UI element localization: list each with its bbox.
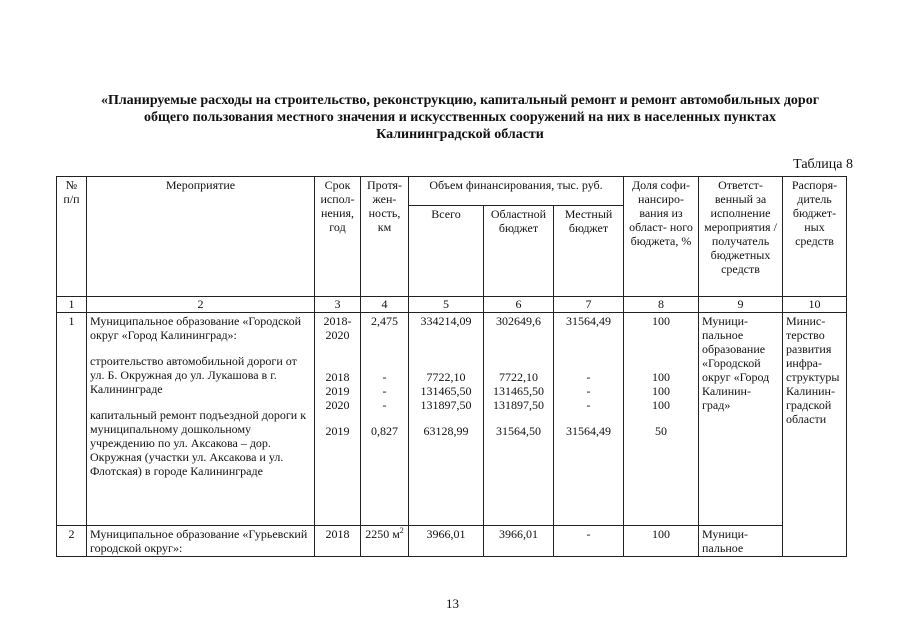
- row1-total-cell: [409, 313, 484, 526]
- row1-responsible: Муници- пальное образование «Городской округ «Город Калинин- град»: [699, 313, 783, 526]
- row1-length-cell: [361, 313, 409, 526]
- title-line-1: «Планируемые расходы на строительство, реконструкцию, капитальный ремонт и ремонт автомобильных дорог: [100, 93, 820, 108]
- page-number: 13: [446, 596, 459, 611]
- row1-share-cell: [624, 313, 699, 526]
- header-responsible: Ответст- венный за исполнение мероприятия / получатель бюджетных средств: [699, 177, 783, 297]
- row1-term-cell: [315, 313, 361, 526]
- row1-length-main: 2,475: [371, 314, 398, 328]
- row1-sub1-total-3: 131897,50: [420, 398, 472, 412]
- row2-responsible: Муници- пальное: [699, 526, 783, 557]
- row1-sub1-event: строительство автомобильной дороги от ул. Б. Окружная до ул. Лукашова в г. Калининграде: [90, 354, 297, 396]
- row1-sub2-regional: 31564,50: [496, 424, 541, 438]
- row1-regional-cell: [484, 313, 554, 526]
- row1-sub1-share-2: 100: [652, 384, 670, 398]
- table-row-1: [57, 313, 847, 526]
- header-num: № п/п: [57, 177, 87, 297]
- row1-sub2-total: 63128,99: [423, 424, 469, 438]
- row1-sub1-share-3: 100: [652, 398, 670, 412]
- header-manager: Распоря- дитель бюджет- ных средств: [783, 177, 847, 297]
- header-event: Мероприятие: [87, 177, 315, 297]
- row1-local-cell: [554, 313, 624, 526]
- col-num-1: 1: [57, 297, 87, 313]
- row1-regional-main: 302649,6: [496, 314, 541, 328]
- row2-regional: 3966,01: [484, 526, 554, 557]
- header-regional: Областной бюджет: [484, 206, 554, 297]
- row1-event-main: Муниципальное образование «Городской округ «Город Калининград»:: [90, 314, 301, 342]
- row1-sub2-length: 0,827: [371, 424, 398, 438]
- row2-term: 2018: [315, 526, 361, 557]
- row1-sub1-total-2: 131465,50: [420, 384, 472, 398]
- row1-sub1-length-1: -: [382, 370, 387, 384]
- row1-sub1-regional-1: 7722,10: [499, 370, 538, 384]
- table-row-2: [57, 526, 847, 557]
- title-line-2: общего пользования местного значения и искусственных сооружений на них в населенных пунктах: [144, 110, 776, 125]
- header-row-1: [57, 177, 847, 206]
- row1-sub2-share: 50: [655, 424, 667, 438]
- row2-share: 100: [624, 526, 699, 557]
- row2-local: -: [554, 526, 624, 557]
- table-label: Таблица 8: [793, 157, 853, 172]
- row1-num: 1: [57, 313, 87, 526]
- header-local: Местный бюджет: [554, 206, 624, 297]
- row2-length-cell: [361, 526, 409, 557]
- document-title: [60, 92, 860, 143]
- row1-sub1-length-2: -: [382, 384, 387, 398]
- row1-local-main: 31564,49: [566, 314, 611, 328]
- row1-sub1-total-1: 7722,10: [426, 370, 466, 384]
- row1-sub1-local-2: -: [586, 384, 591, 398]
- title-line-3: Калининградской области: [376, 127, 544, 142]
- header-total: Всего: [409, 206, 484, 297]
- col-num-8: 8: [624, 297, 699, 313]
- header-financing: Объем финансирования, тыс. руб.: [409, 177, 624, 206]
- row1-sub1-local-3: -: [586, 398, 591, 412]
- row1-sub1-regional-3: 131897,50: [493, 398, 544, 412]
- row1-sub1-regional-2: 131465,50: [493, 384, 544, 398]
- col-num-5: 5: [409, 297, 484, 313]
- col-num-4: 4: [361, 297, 409, 313]
- col-num-9: 9: [699, 297, 783, 313]
- row1-sub1-share-1: 100: [652, 370, 670, 384]
- row1-manager: Минис- терство развития инфра- структуры Калинин- градской области: [783, 313, 847, 557]
- row1-term-main: 2018- 2020: [323, 314, 352, 342]
- col-num-10: 10: [783, 297, 847, 313]
- row1-share-main: 100: [652, 314, 670, 328]
- col-num-7: 7: [554, 297, 624, 313]
- row1-event-cell: [87, 313, 315, 526]
- col-num-3: 3: [315, 297, 361, 313]
- row2-event: Муниципальное образование «Гурьевский городской округ»:: [87, 526, 315, 557]
- row1-sub2-term: 2019: [325, 424, 350, 438]
- col-num-2: 2: [87, 297, 315, 313]
- header-length: Протя- жен- ность, км: [361, 177, 409, 297]
- row1-sub1-term-1: 2018: [325, 370, 350, 384]
- row2-length-unit-sup: 2: [399, 526, 404, 535]
- expenses-table: [56, 176, 847, 557]
- col-num-6: 6: [484, 297, 554, 313]
- row2-total: 3966,01: [409, 526, 484, 557]
- row1-sub2-local: 31564,49: [566, 424, 611, 438]
- column-number-row: [57, 297, 847, 313]
- row1-sub1-term-2: 2019: [325, 384, 350, 398]
- row2-length: 2250 м: [365, 527, 400, 541]
- row1-sub1-local-1: -: [586, 370, 591, 384]
- row2-num: 2: [57, 526, 87, 557]
- row1-sub1-term-3: 2020: [325, 398, 350, 412]
- header-share: Доля софи- нансиро- вания из област- ного бюджета, %: [624, 177, 699, 297]
- row1-total-main: 334214,09: [420, 314, 472, 328]
- row1-sub2-event: капитальный ремонт подъездной дороги к муниципальному дошкольному учреждению по ул. Аксакова – дор. Окружная (участки ул. Аксакова и ул. Флотская) в городе Калининграде: [90, 408, 307, 478]
- row1-sub1-length-3: -: [382, 398, 387, 412]
- header-term: Срок испол- нения, год: [315, 177, 361, 297]
